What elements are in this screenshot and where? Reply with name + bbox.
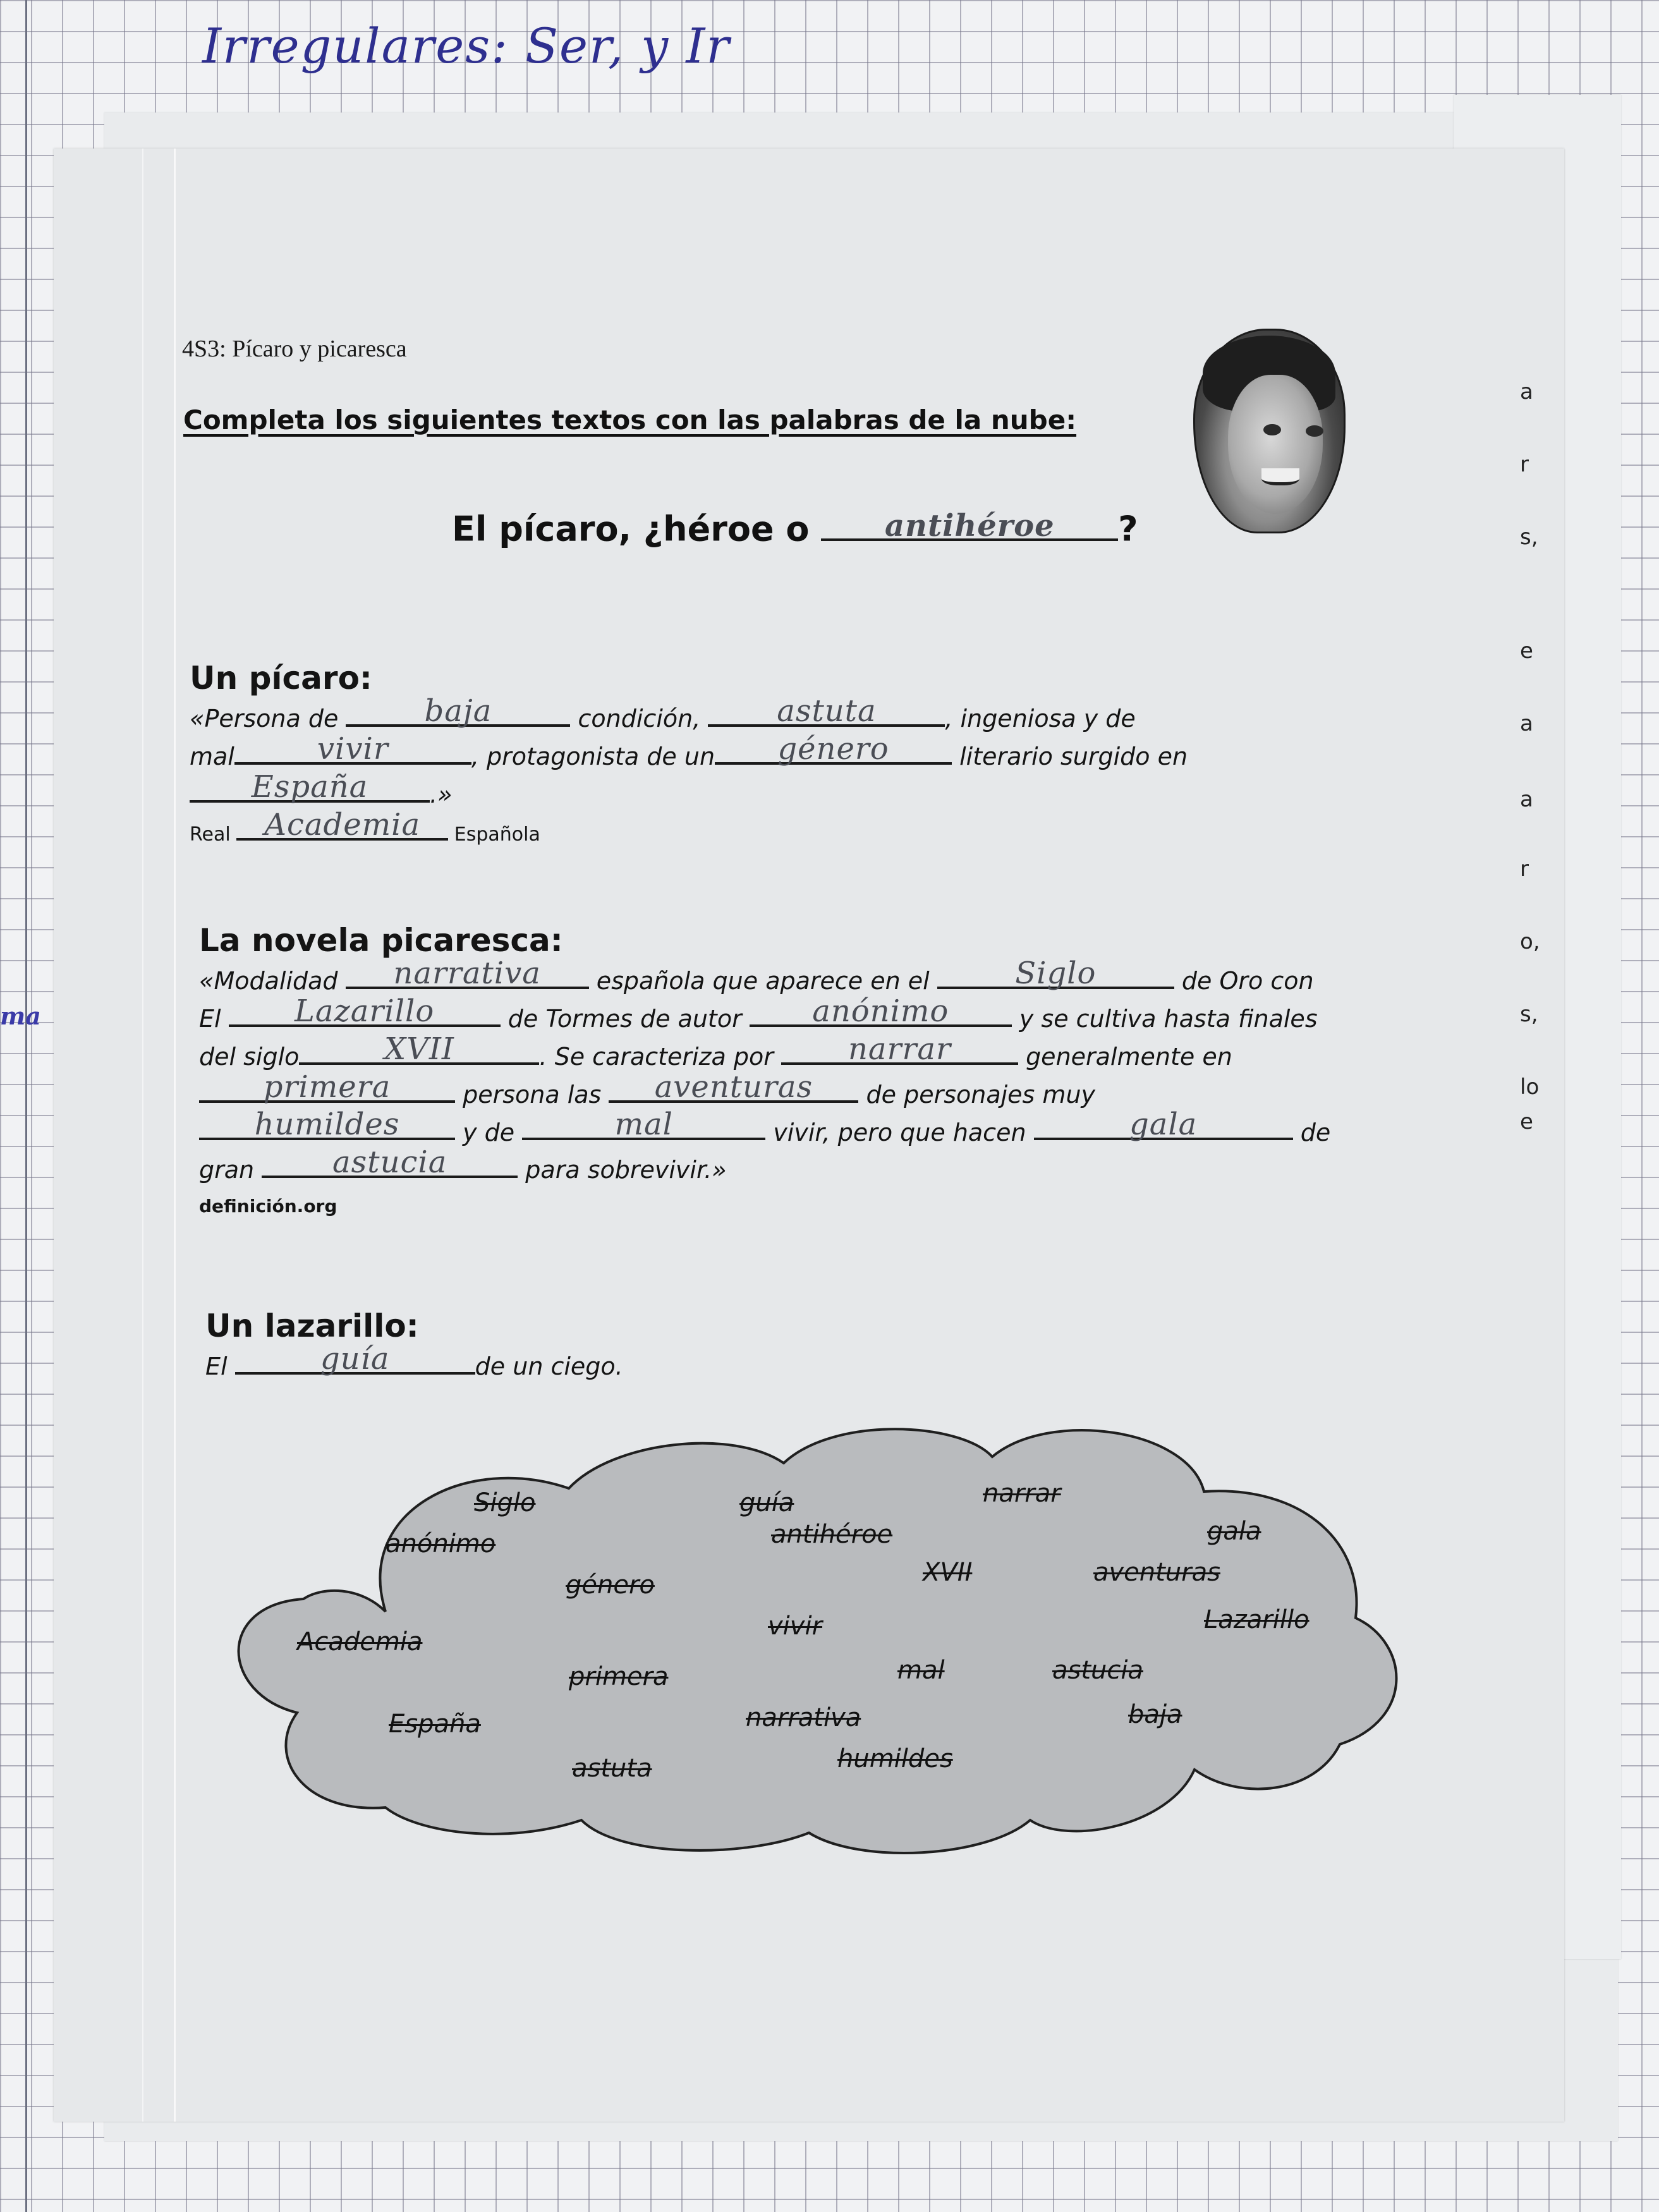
answer-blank[interactable] bbox=[708, 693, 945, 729]
handwritten-answer: Siglo bbox=[1015, 955, 1097, 991]
answer-blank[interactable] bbox=[346, 955, 589, 991]
handwritten-answer: narrativa bbox=[393, 955, 541, 991]
answer-blank[interactable] bbox=[299, 1031, 539, 1067]
question-mark: ? bbox=[1118, 509, 1138, 549]
answer-blank[interactable] bbox=[229, 993, 501, 1029]
section-heading: Un pícaro: bbox=[190, 660, 372, 696]
cloud-word: gala bbox=[1207, 1517, 1261, 1546]
answer-blank[interactable] bbox=[715, 731, 952, 767]
answer-blank[interactable] bbox=[199, 1069, 455, 1105]
notebook-margin-line bbox=[25, 0, 27, 2212]
answer-blank[interactable] bbox=[937, 955, 1174, 991]
answer-blank[interactable] bbox=[190, 769, 430, 805]
answer-blank[interactable] bbox=[821, 502, 1118, 544]
text-line bbox=[199, 1145, 1330, 1188]
text: de bbox=[1292, 1118, 1331, 1146]
text: El bbox=[199, 1004, 229, 1033]
cloud-word: anónimo bbox=[386, 1529, 496, 1559]
worksheet-code-title: 4S3: Pícaro y picaresca bbox=[182, 336, 407, 362]
cloud-word: narrativa bbox=[746, 1703, 861, 1732]
text: del siglo bbox=[199, 1042, 300, 1071]
underlying-text-fragment: e bbox=[1520, 1109, 1533, 1134]
portrait-eye bbox=[1263, 424, 1281, 435]
text: , ingeniosa y de bbox=[945, 704, 1136, 732]
underlying-text-fragment: r bbox=[1520, 452, 1529, 477]
answer-blank[interactable] bbox=[262, 1145, 518, 1181]
instruction-heading: Completa los siguientes textos con las palabras de la nube: bbox=[183, 404, 1077, 435]
text: literario surgido en bbox=[952, 742, 1188, 770]
text: de Oro con bbox=[1174, 966, 1314, 995]
text: Real bbox=[190, 823, 237, 846]
handwritten-answer: humildes bbox=[254, 1107, 400, 1143]
answer-blank[interactable] bbox=[609, 1069, 858, 1105]
text: mal bbox=[190, 742, 234, 770]
answer-blank[interactable] bbox=[236, 806, 448, 842]
source-line bbox=[190, 806, 1188, 853]
text: . Se caracteriza por bbox=[539, 1042, 781, 1071]
cloud-word: astucia bbox=[1052, 1656, 1144, 1685]
cloud-word: primera bbox=[569, 1662, 669, 1691]
handwritten-answer: España bbox=[251, 769, 368, 805]
cloud-word: humildes bbox=[837, 1744, 953, 1773]
section-heading: La novela picaresca: bbox=[199, 922, 563, 959]
cloud-word: XVII bbox=[923, 1558, 973, 1587]
cloud-word: narrar bbox=[983, 1479, 1061, 1508]
text: , protagonista de un bbox=[471, 742, 715, 770]
text: y de bbox=[455, 1118, 523, 1146]
text: de personajes muy bbox=[858, 1080, 1096, 1109]
answer-blank[interactable] bbox=[235, 1340, 475, 1376]
answer-blank[interactable] bbox=[522, 1107, 765, 1143]
paper-fold bbox=[142, 149, 143, 2122]
source-credit: definición.org bbox=[199, 1196, 337, 1217]
handwritten-answer: gala bbox=[1129, 1107, 1198, 1143]
answer-blank[interactable] bbox=[750, 993, 1012, 1029]
text: de Tormes de autor bbox=[500, 1004, 750, 1033]
portrait-mouth bbox=[1261, 468, 1299, 485]
margin-ink-scribble: ma bbox=[0, 1002, 41, 1030]
text: generalmente en bbox=[1018, 1042, 1232, 1071]
answer-blank[interactable] bbox=[199, 1107, 455, 1143]
underlying-text-fragment: a bbox=[1520, 787, 1533, 812]
underlying-text-fragment: lo bbox=[1520, 1074, 1540, 1100]
cloud-word: aventuras bbox=[1093, 1558, 1220, 1587]
cloud-word: Lazarillo bbox=[1204, 1605, 1310, 1634]
portrait-face bbox=[1228, 375, 1323, 514]
underlying-text-fragment: s, bbox=[1520, 525, 1538, 550]
text: Española bbox=[448, 823, 540, 846]
underlying-text-fragment: s, bbox=[1520, 1002, 1538, 1027]
handwritten-answer: baja bbox=[424, 693, 492, 729]
text: vivir, pero que hacen bbox=[765, 1118, 1034, 1146]
handwritten-answer: mal bbox=[614, 1107, 673, 1143]
answer-blank[interactable] bbox=[346, 693, 570, 729]
text: persona las bbox=[455, 1080, 609, 1109]
paper-fold bbox=[174, 149, 176, 2122]
handwritten-answer: narrar bbox=[848, 1031, 951, 1067]
text: española que aparece en el bbox=[588, 966, 937, 995]
text: condición, bbox=[570, 704, 708, 732]
cloud-word: antihéroe bbox=[771, 1520, 893, 1549]
text: de un ciego. bbox=[475, 1352, 623, 1380]
underlying-text-fragment: a bbox=[1520, 711, 1533, 736]
handwritten-answer: género bbox=[777, 731, 889, 767]
cloud-word: Academia bbox=[297, 1627, 423, 1656]
cloud-word: baja bbox=[1128, 1700, 1182, 1729]
underlying-text-fragment: a bbox=[1520, 379, 1533, 404]
cloud-word: vivir bbox=[768, 1612, 823, 1641]
handwritten-answer: antihéroe bbox=[884, 507, 1055, 544]
word-cloud bbox=[228, 1416, 1454, 1858]
text: y se cultiva hasta finales bbox=[1011, 1004, 1318, 1033]
text: .» bbox=[430, 780, 453, 808]
handwritten-answer: astuta bbox=[777, 693, 877, 729]
cloud-word: astuta bbox=[572, 1754, 652, 1783]
underlying-text-fragment: o, bbox=[1520, 929, 1540, 954]
section-lazarillo bbox=[205, 1305, 623, 1385]
underlying-text-fragment: r bbox=[1520, 856, 1529, 882]
handwritten-answer: anónimo bbox=[812, 993, 949, 1029]
handwritten-answer: guía bbox=[320, 1340, 390, 1376]
text: gran bbox=[199, 1156, 262, 1184]
answer-blank[interactable] bbox=[234, 731, 471, 767]
cloud-word: mal bbox=[897, 1656, 945, 1685]
main-question bbox=[452, 502, 1138, 549]
picaro-portrait-image bbox=[1193, 329, 1346, 533]
underlying-text-fragment: e bbox=[1520, 638, 1533, 664]
handwritten-notebook-title: Irregulares: Ser, y Ir bbox=[202, 18, 731, 74]
answer-blank[interactable] bbox=[1034, 1107, 1293, 1143]
handwritten-answer: astucia bbox=[332, 1145, 447, 1181]
handwritten-answer: Academia bbox=[264, 806, 421, 842]
portrait-eye bbox=[1306, 425, 1323, 437]
handwritten-answer: Lazarillo bbox=[295, 993, 435, 1029]
text-line bbox=[205, 1340, 623, 1385]
text: «Modalidad bbox=[199, 966, 346, 995]
text: para sobrevivir.» bbox=[518, 1156, 727, 1184]
section-heading: Un lazarillo: bbox=[205, 1308, 419, 1344]
section-novela-picaresca bbox=[199, 920, 1330, 1225]
handwritten-answer: aventuras bbox=[654, 1069, 813, 1105]
section-picaro bbox=[190, 657, 1188, 853]
handwritten-answer: vivir bbox=[317, 731, 389, 767]
cloud-word: guía bbox=[739, 1488, 794, 1517]
handwritten-answer: XVII bbox=[384, 1031, 454, 1067]
answer-blank[interactable] bbox=[781, 1031, 1018, 1067]
cloud-word: género bbox=[566, 1571, 655, 1600]
handwritten-answer: primera bbox=[263, 1069, 391, 1105]
question-text: El pícaro, ¿héroe o bbox=[452, 509, 822, 549]
text: «Persona de bbox=[190, 704, 346, 732]
text: El bbox=[205, 1352, 235, 1380]
cloud-word: Siglo bbox=[474, 1488, 536, 1517]
cloud-word: España bbox=[389, 1710, 481, 1739]
